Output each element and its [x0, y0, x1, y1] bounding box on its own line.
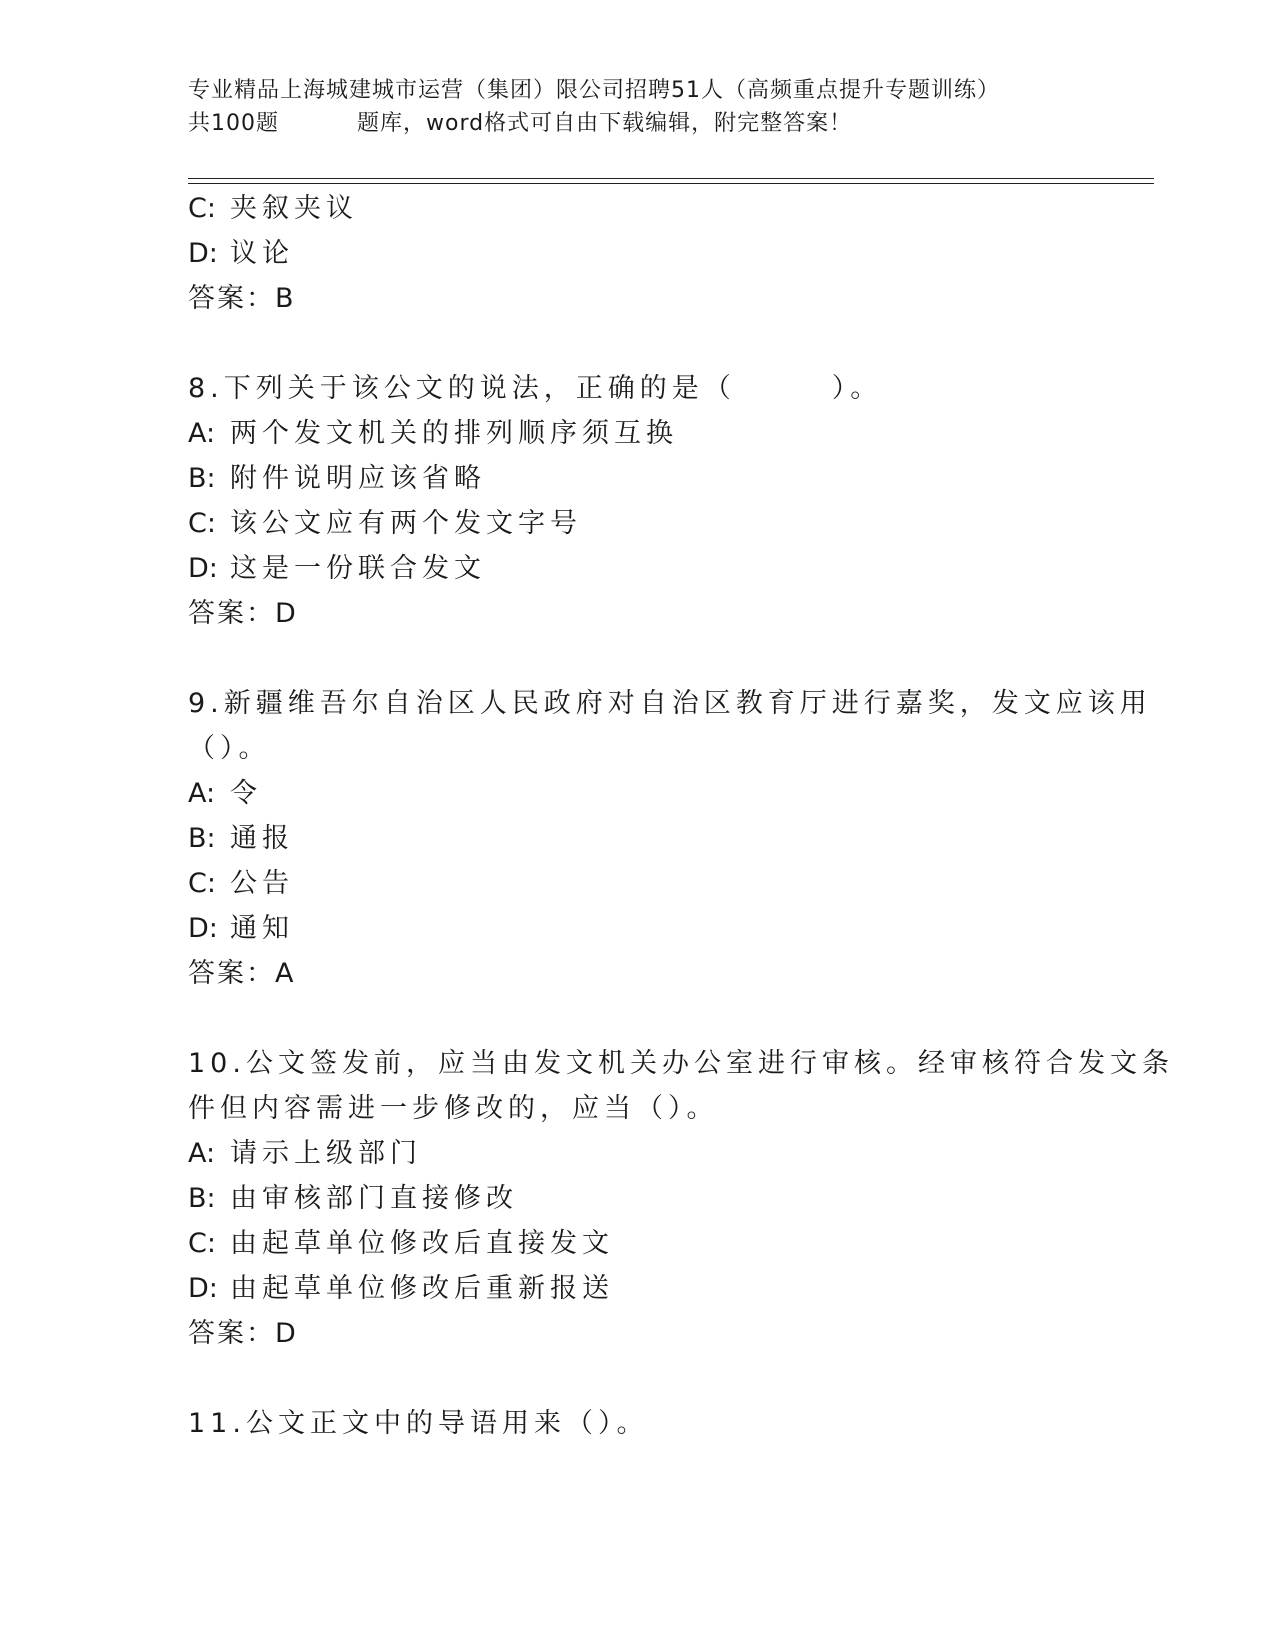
option-c: C: 由起草单位修改后直接发文: [188, 1228, 614, 1259]
answer-line: 答案：D: [188, 598, 298, 629]
option-d: D: 通知: [188, 913, 294, 944]
option-b: B: 附件说明应该省略: [188, 463, 486, 494]
header-count: 共100题: [188, 111, 279, 136]
option-d: D: 这是一份联合发文: [188, 553, 486, 584]
option-b: B: 通报: [188, 823, 294, 854]
option-b: B: 由审核部门直接修改: [188, 1183, 518, 1214]
option-c: C: 夹叙夹议: [188, 193, 358, 224]
option-d: D: 由起草单位修改后重新报送: [188, 1273, 614, 1304]
question-stem: 11.公文正文中的导语用来（）。: [188, 1408, 649, 1439]
question-stem-continued: 件但内容需进一步修改的，应当（）。: [188, 1093, 719, 1124]
question-stem: 9.新疆维吾尔自治区人民政府对自治区教育厅进行嘉奖，发文应该用: [188, 688, 1152, 719]
question-stem: 10.公文签发前，应当由发文机关办公室进行审核。经审核符合发文条: [188, 1048, 1174, 1079]
document-header: [188, 74, 1148, 140]
header-subtitle-line: [188, 107, 1148, 140]
question-stem: 8.下列关于该公文的说法，正确的是（ ）。: [188, 373, 883, 404]
header-title-line: 专业精品上海城建城市运营（集团）限公司招聘51人（高频重点提升专题训练）: [188, 78, 1000, 103]
answer-line: 答案：A: [188, 958, 296, 989]
option-a: A: 两个发文机关的排列顺序须互换: [188, 418, 678, 449]
answer-line: 答案：B: [188, 283, 296, 314]
header-divider-top: [188, 178, 1154, 179]
option-c: C: 公告: [188, 868, 294, 899]
option-c: C: 该公文应有两个发文字号: [188, 508, 582, 539]
option-a: A: 令: [188, 778, 262, 809]
header-description: 题库，word格式可自由下载编辑，附完整答案！: [357, 111, 853, 136]
question-stem-continued: （）。: [188, 733, 271, 764]
answer-line: 答案：D: [188, 1318, 298, 1349]
header-divider-bottom: [188, 183, 1154, 184]
option-d: D: 议论: [188, 238, 294, 269]
option-a: A: 请示上级部门: [188, 1138, 422, 1169]
